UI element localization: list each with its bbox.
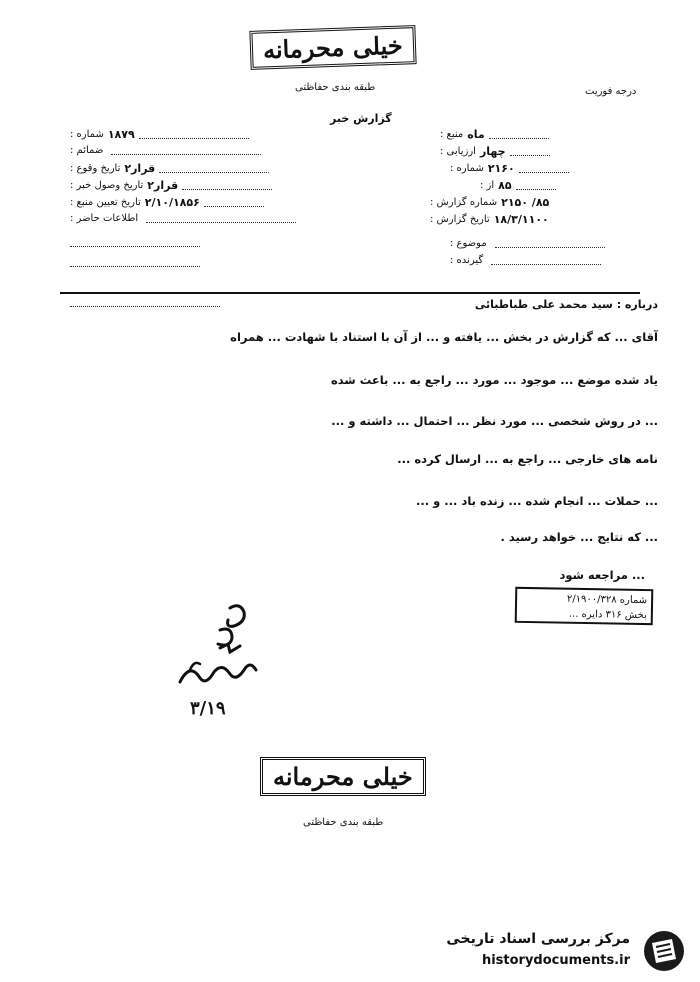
receipt-line-2: بخش ۳۱۶ دایره ...: [568, 608, 647, 622]
body-line-4: نامه های خارجی ... راجع به ... ارسال کرده ...: [397, 452, 658, 466]
signature-date: ۳/۱۹: [190, 698, 226, 719]
body-line-1: آقای ... که گزارش در بخش ... یافته و ... از آن با استناد با شهادت ... همراه: [230, 330, 658, 344]
right-field-2: چهار ارزیابی :: [440, 145, 550, 158]
body-line-5: ... حملات ... انجام شده ... زنده باد ... و ...: [416, 494, 658, 508]
receipt-stamp: [515, 587, 654, 625]
classification-stamp-top: خیلی محرمانه: [249, 25, 416, 70]
right-field-5: ۸۵/ ۲۱۵۰ شماره گزارش :: [430, 196, 550, 209]
left-field-blank-2: [70, 258, 200, 267]
left-field-4: قرار۲ تاریخ وصول خبر :: [70, 179, 272, 192]
left-field-blank-1: [70, 238, 200, 247]
body-line-2: یاد شده موضع ... موجود ... مورد ... راجع به ... باعث شده: [330, 373, 658, 387]
left-field-3: قرار۲ تاریخ وقوع :: [70, 162, 269, 175]
report-title: گزارش خبر: [330, 112, 392, 125]
right-field-1: ماه منبع :: [440, 128, 549, 141]
classification-subtitle-bottom: طبقه بندی حفاظتی: [303, 817, 384, 828]
classification-stamp-bottom: خیلی محرمانه: [260, 757, 426, 796]
archive-url: historydocuments.ir: [481, 953, 630, 968]
body-line-6: ... که نتایج ... خواهد رسید .: [500, 530, 658, 544]
header-divider: [60, 292, 640, 294]
receipt-line-1: شماره ۲/۱۹۰۰/۳۲۸: [566, 593, 648, 607]
left-field-5: ۲/۱۰/۱۸۵۶ تاریخ تعیین منبع :: [70, 196, 264, 209]
right-field-8: گیرنده :: [450, 255, 601, 266]
body-line-7: ... مراجعه شود: [559, 568, 645, 582]
archive-watermark: [420, 925, 690, 975]
classification-subtitle-top: طبقه بندی حفاظتی: [295, 82, 376, 93]
urgency-label: درجه فوریت: [585, 86, 637, 97]
archive-name: مرکز بررسی اسناد تاریخی: [446, 931, 630, 947]
left-field-6: اطلاعات حاضر :: [70, 213, 296, 224]
subject-dots: [70, 300, 220, 307]
right-field-6: ۱۸/۳/۱۱۰۰ تاریخ گزارش :: [430, 213, 549, 226]
subject-line: درباره : سید محمد علی طباطبائی: [474, 298, 658, 311]
body-line-3: ... در روش شخصی ... مورد نظر ... احتمال ... داشته و ...: [331, 414, 658, 428]
left-field-1: ۱۸۷۹ شماره :: [70, 128, 249, 141]
right-field-7: موضوع :: [450, 238, 605, 249]
left-field-2: ضمائم :: [70, 145, 261, 156]
right-field-4: ۸۵ از :: [480, 179, 556, 192]
archive-logo-icon: [642, 929, 686, 973]
handwritten-signature: [160, 600, 280, 700]
right-field-3: ۲۱۶۰ شماره :: [450, 162, 569, 175]
